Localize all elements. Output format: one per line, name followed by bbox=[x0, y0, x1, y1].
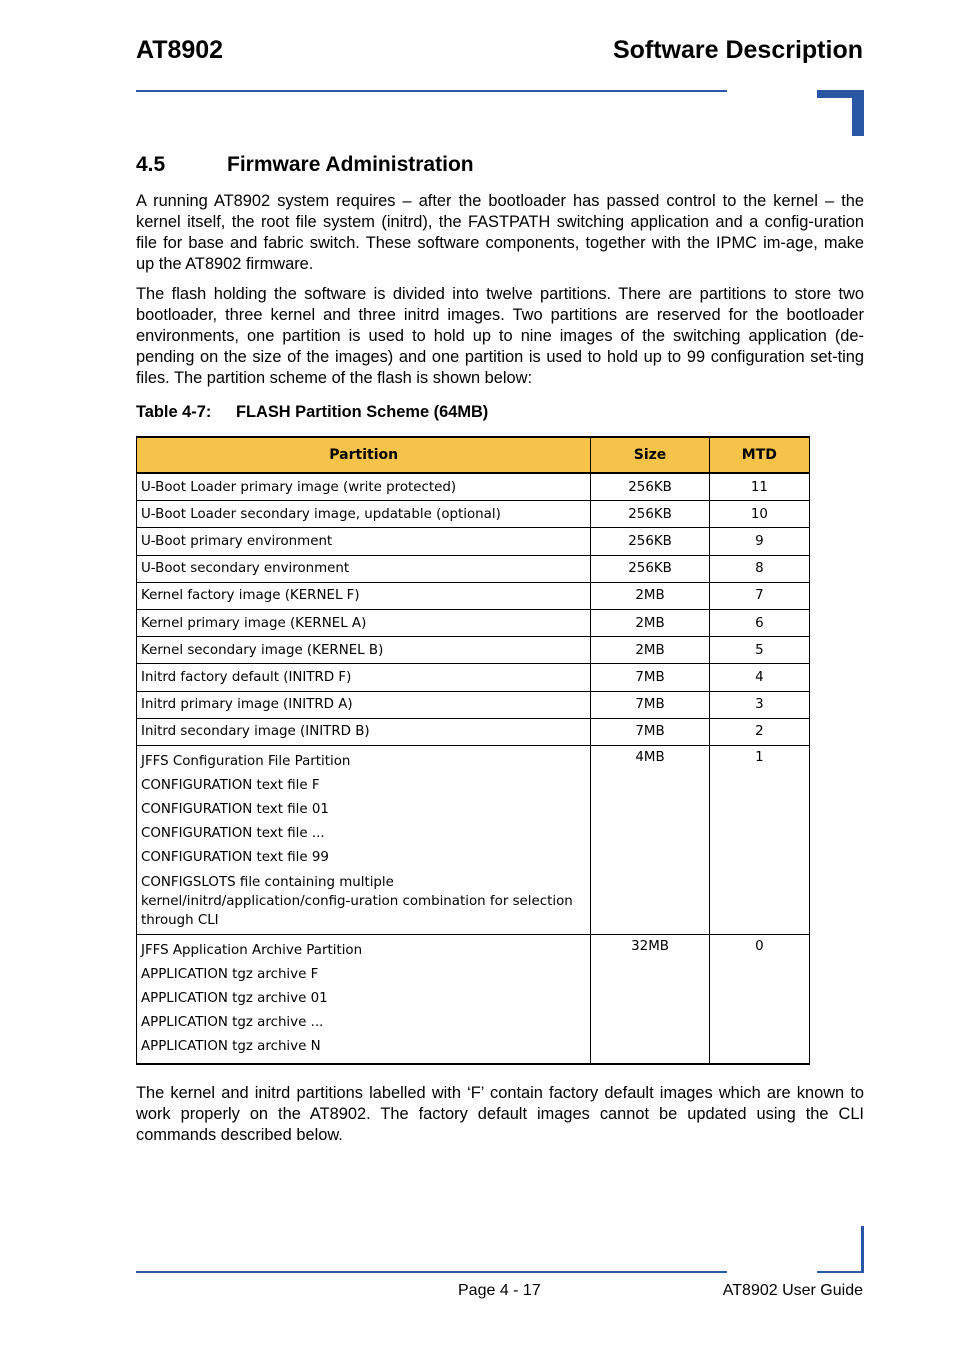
footer-guide-title: AT8902 User Guide bbox=[722, 1282, 863, 1299]
jffs-config-line: CONFIGSLOTS file containing multiple kernel/initrd/application/config-uration combination for selection through CLI bbox=[141, 874, 573, 928]
section-title: Firmware Administration bbox=[227, 153, 474, 176]
jffs-config-line: CONFIGURATION text file 01 bbox=[141, 801, 329, 817]
mtd-cell: 5 bbox=[709, 637, 809, 664]
partition-cell: U-Boot Loader secondary image, updatable (optional) bbox=[137, 501, 591, 528]
partition-paragraph: The flash holding the software is divided into twelve partitions. There are partitions to store two bootloader, three kernel and three initrd images. Two partitions are reserved for the bootloader environments, one partition is used to hold up to nine images of the switching application (de-pending on the size of the images) and one partition is used to hold up to 99 configuration set-ting files. The partition scheme of the flash is shown below: bbox=[136, 285, 864, 387]
mtd-cell: 4 bbox=[709, 664, 809, 691]
partition-cell: Kernel secondary image (KERNEL B) bbox=[137, 637, 591, 664]
partition-cell: Initrd factory default (INITRD F) bbox=[137, 664, 591, 691]
mtd-cell: 2 bbox=[709, 718, 809, 745]
mtd-cell: 6 bbox=[709, 609, 809, 636]
jffs-app-line: JFFS Application Archive Partition bbox=[141, 942, 363, 958]
factory-default-paragraph: The kernel and initrd partitions labelled with ‘F’ contain factory default images which are known to work properly on the AT8902. The factory default images cannot be updated using the CLI commands described below. bbox=[136, 1084, 864, 1144]
header-partition: Partition bbox=[137, 437, 591, 473]
section-heading bbox=[136, 153, 474, 177]
document-product-title: AT8902 bbox=[136, 36, 224, 64]
table-caption-label: Table 4-7: bbox=[136, 403, 212, 421]
partition-cell-multiline bbox=[137, 934, 591, 1064]
header-corner-mark bbox=[817, 90, 864, 136]
partition-cell: U-Boot secondary environment bbox=[137, 555, 591, 582]
mtd-cell: 3 bbox=[709, 691, 809, 718]
page-number: Page 4 - 17 bbox=[458, 1282, 541, 1299]
jffs-config-line: CONFIGURATION text file ... bbox=[141, 825, 325, 841]
table-row bbox=[137, 664, 810, 691]
table-row-jffs-app bbox=[137, 934, 810, 1064]
partition-cell: Initrd primary image (INITRD A) bbox=[137, 691, 591, 718]
mtd-cell: 7 bbox=[709, 582, 809, 609]
jffs-config-line: CONFIGURATION text file 99 bbox=[141, 849, 329, 865]
size-cell: 7MB bbox=[591, 664, 709, 691]
mtd-cell: 8 bbox=[709, 555, 809, 582]
jffs-app-line: APPLICATION tgz archive N bbox=[141, 1038, 321, 1054]
mtd-cell: 1 bbox=[709, 745, 809, 934]
jffs-app-line: APPLICATION tgz archive ... bbox=[141, 1014, 324, 1030]
table-caption-title: FLASH Partition Scheme (64MB) bbox=[236, 403, 489, 421]
table-caption bbox=[136, 403, 488, 422]
size-cell: 32MB bbox=[591, 934, 709, 1064]
jffs-app-line: APPLICATION tgz archive F bbox=[141, 966, 319, 982]
table-row bbox=[137, 501, 810, 528]
mtd-cell: 0 bbox=[709, 934, 809, 1064]
partition-cell: U-Boot primary environment bbox=[137, 528, 591, 555]
jffs-config-line: JFFS Configuration File Partition bbox=[141, 753, 351, 769]
header-size: Size bbox=[591, 437, 709, 473]
table-row bbox=[137, 555, 810, 582]
mtd-cell: 10 bbox=[709, 501, 809, 528]
footer-corner-mark bbox=[861, 1226, 864, 1272]
table-row bbox=[137, 528, 810, 555]
table-header-row bbox=[137, 437, 810, 473]
table-row bbox=[137, 691, 810, 718]
mtd-cell: 11 bbox=[709, 473, 809, 501]
flash-partition-table bbox=[136, 436, 810, 1065]
partition-cell-multiline bbox=[137, 745, 591, 934]
partition-cell: Kernel factory image (KERNEL F) bbox=[137, 582, 591, 609]
partition-cell: Kernel primary image (KERNEL A) bbox=[137, 609, 591, 636]
footer-rule bbox=[136, 1271, 727, 1273]
table-row-jffs-config bbox=[137, 745, 810, 934]
size-cell: 256KB bbox=[591, 501, 709, 528]
jffs-app-line: APPLICATION tgz archive 01 bbox=[141, 990, 328, 1006]
table-row bbox=[137, 473, 810, 501]
header-rule bbox=[136, 90, 727, 92]
size-cell: 256KB bbox=[591, 473, 709, 501]
table-row bbox=[137, 582, 810, 609]
size-cell: 2MB bbox=[591, 609, 709, 636]
table-row bbox=[137, 609, 810, 636]
header-mtd: MTD bbox=[709, 437, 809, 473]
table-row bbox=[137, 637, 810, 664]
chapter-title: Software Description bbox=[612, 36, 863, 64]
section-number: 4.5 bbox=[136, 153, 166, 176]
size-cell: 4MB bbox=[591, 745, 709, 934]
mtd-cell: 9 bbox=[709, 528, 809, 555]
corner-mark-vertical bbox=[852, 90, 864, 136]
jffs-config-line: CONFIGURATION text file F bbox=[141, 777, 320, 793]
size-cell: 256KB bbox=[591, 555, 709, 582]
intro-paragraph: A running AT8902 system requires – after the bootloader has passed control to the kernel – the kernel itself, the root file system (initrd), the FASTPATH switching application and a config-uration file for base and fabric switch. These software components, together with the IPMC im-age, make up the AT8902 firmware. bbox=[136, 192, 864, 273]
size-cell: 7MB bbox=[591, 691, 709, 718]
size-cell: 7MB bbox=[591, 718, 709, 745]
footer-rule-corner bbox=[817, 1271, 864, 1273]
partition-cell: Initrd secondary image (INITRD B) bbox=[137, 718, 591, 745]
size-cell: 2MB bbox=[591, 582, 709, 609]
table-row bbox=[137, 718, 810, 745]
size-cell: 256KB bbox=[591, 528, 709, 555]
size-cell: 2MB bbox=[591, 637, 709, 664]
partition-cell: U-Boot Loader primary image (write protected) bbox=[137, 473, 591, 501]
